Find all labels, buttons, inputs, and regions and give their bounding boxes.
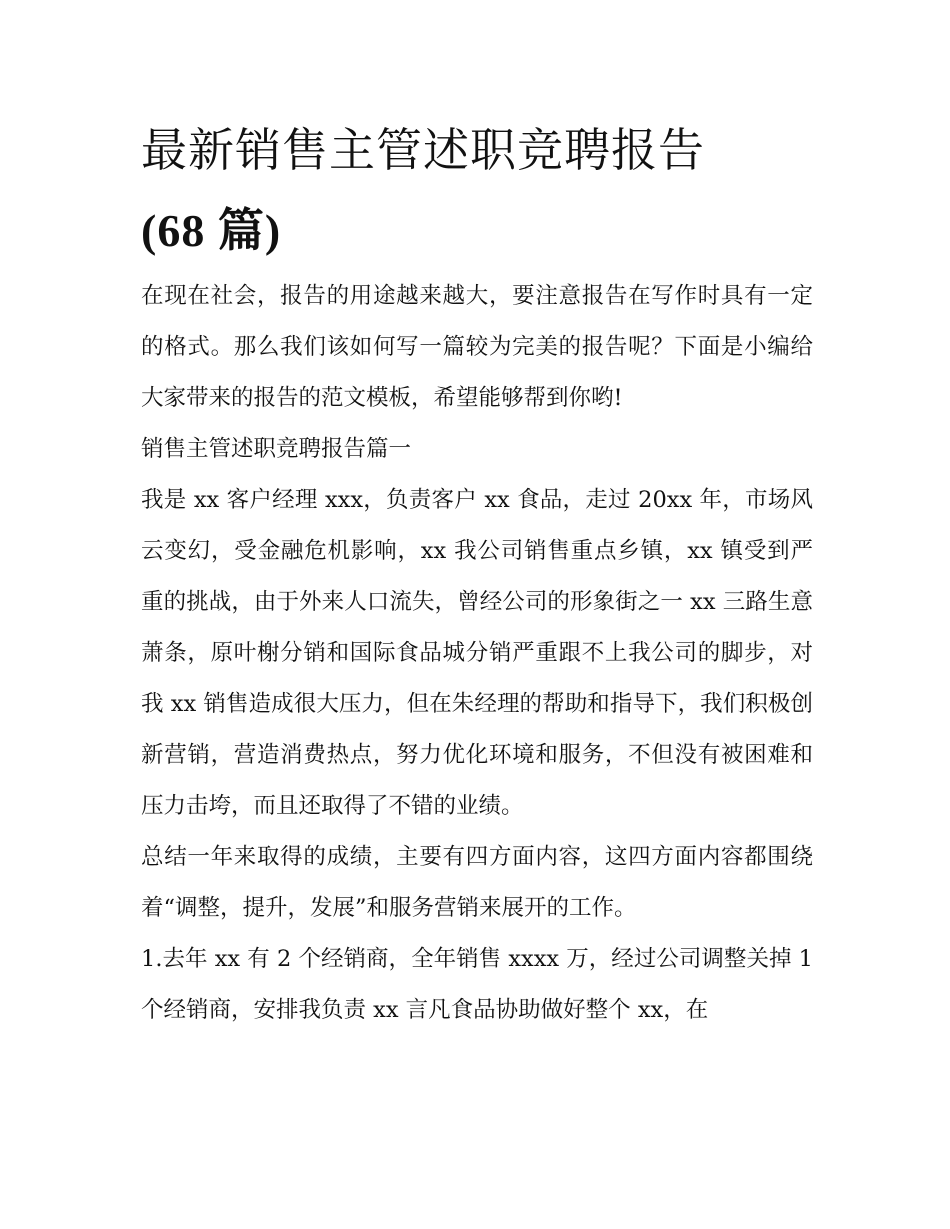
title-line-1: 最新销售主管述职竞聘报告 [141, 123, 705, 177]
intro-paragraph: 在现在社会，报告的用途越来越大，要注意报告在写作时具有一定的格式。那么我们该如何写一篇较为完美的报告呢？下面是小编给大家带来的报告的范文模板，希望能够帮到你哟! [141, 283, 813, 411]
body-paragraph-1: 我是 xx 客户经理 xxx，负责客户 xx 食品，走过 20xx 年，市场风云变幻，受金融危机影响，xx 我公司销售重点乡镇，xx 镇受到严重的挑战，由于外来人口流失，曾经公司的形象街之一 xx 三路生意萧条，原叶榭分销和国际食品城分销严重跟不上我公司的脚步，对我 xx 销售造成很大压力，但在朱经理的帮助和指导下，我们积极创新营销，营造消费热点，努力优化环境和服务，不但没有被困难和压力击垮，而且还取得了不错的业绩。 [141, 487, 813, 819]
section-heading: 销售主管述职竞聘报告篇一 [141, 436, 412, 462]
document-page [141, 110, 813, 1036]
body-paragraph-3: 1.去年 xx 有 2 个经销商，全年销售 xxxx 万，经过公司调整关掉 1 个经销商，安排我负责 xx 言凡食品协助做好整个 xx，在 [141, 946, 813, 1023]
body-paragraph-2: 总结一年来取得的成绩，主要有四方面内容，这四方面内容都围绕着“调整，提升，发展”和服务营销来展开的工作。 [141, 844, 813, 921]
document-title [141, 110, 813, 271]
title-line-2: (68 篇) [141, 205, 282, 256]
